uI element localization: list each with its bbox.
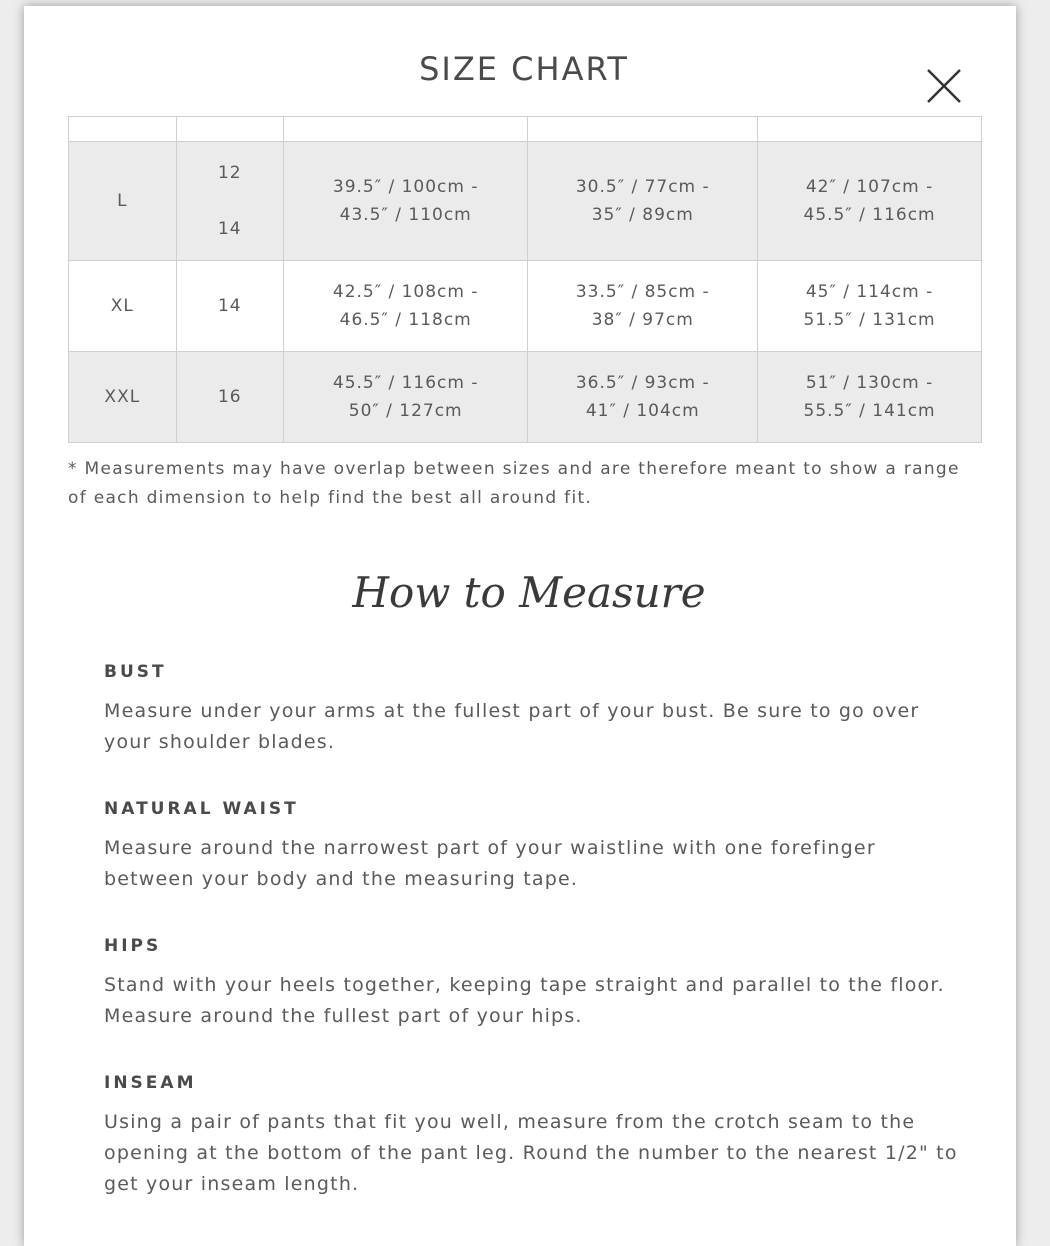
section-body: Measure around the narrowest part of your waistline with one forefinger between your body and the measuring tape. <box>104 837 876 890</box>
waist-cell: 36.5″ / 93cm - 41″ / 104cm <box>528 352 758 443</box>
section-bust <box>104 662 964 758</box>
hips-cell: 51″ / 130cm - 55.5″ / 141cm <box>758 352 982 443</box>
how-to-measure-heading: How to Measure <box>352 568 706 617</box>
size-cell: XXL <box>69 352 177 443</box>
bust-cell: 42.5″ / 108cm - 46.5″ / 118cm <box>283 261 527 352</box>
size-chart-modal <box>24 6 1016 1246</box>
section-hips <box>104 936 964 1032</box>
uk-size-cell: 12 14 <box>176 142 283 261</box>
section-body: Stand with your heels together, keeping tape straight and parallel to the floor. Measure around the fullest part of your hips. <box>104 974 945 1027</box>
close-button[interactable] <box>924 66 964 106</box>
section-title: BUST <box>104 662 167 682</box>
section-natural-waist <box>104 799 964 895</box>
size-table <box>68 116 982 443</box>
section-body: Using a pair of pants that fit you well, measure from the crotch seam to the opening at the bottom of the pant leg. Round the number to the nearest 1/2" to get your inseam length. <box>104 1111 958 1195</box>
hips-cell: 42″ / 107cm - 45.5″ / 116cm <box>758 142 982 261</box>
section-title: INSEAM <box>104 1073 197 1093</box>
section-title: HIPS <box>104 936 162 956</box>
section-title: NATURAL WAIST <box>104 799 299 819</box>
table-row <box>69 352 982 443</box>
close-icon <box>924 66 964 106</box>
bust-cell: 45.5″ / 116cm - 50″ / 127cm <box>283 352 527 443</box>
table-row <box>69 261 982 352</box>
waist-cell: 33.5″ / 85cm - 38″ / 97cm <box>528 261 758 352</box>
section-inseam <box>104 1073 964 1200</box>
waist-cell: 30.5″ / 77cm - 35″ / 89cm <box>528 142 758 261</box>
measurement-note: * Measurements may have overlap between sizes and are therefore meant to show a range of each dimension to help find the best all around fit. <box>68 459 960 508</box>
section-body: Measure under your arms at the fullest part of your bust. Be sure to go over your shoulder blades. <box>104 700 920 753</box>
table-row <box>69 142 982 261</box>
modal-title: SIZE CHART <box>419 50 629 88</box>
table-header-row <box>69 117 982 142</box>
uk-size-cell: 14 <box>176 261 283 352</box>
size-cell: L <box>69 142 177 261</box>
size-cell: XL <box>69 261 177 352</box>
bust-cell: 39.5″ / 100cm - 43.5″ / 110cm <box>283 142 527 261</box>
uk-size-cell: 16 <box>176 352 283 443</box>
hips-cell: 45″ / 114cm - 51.5″ / 131cm <box>758 261 982 352</box>
